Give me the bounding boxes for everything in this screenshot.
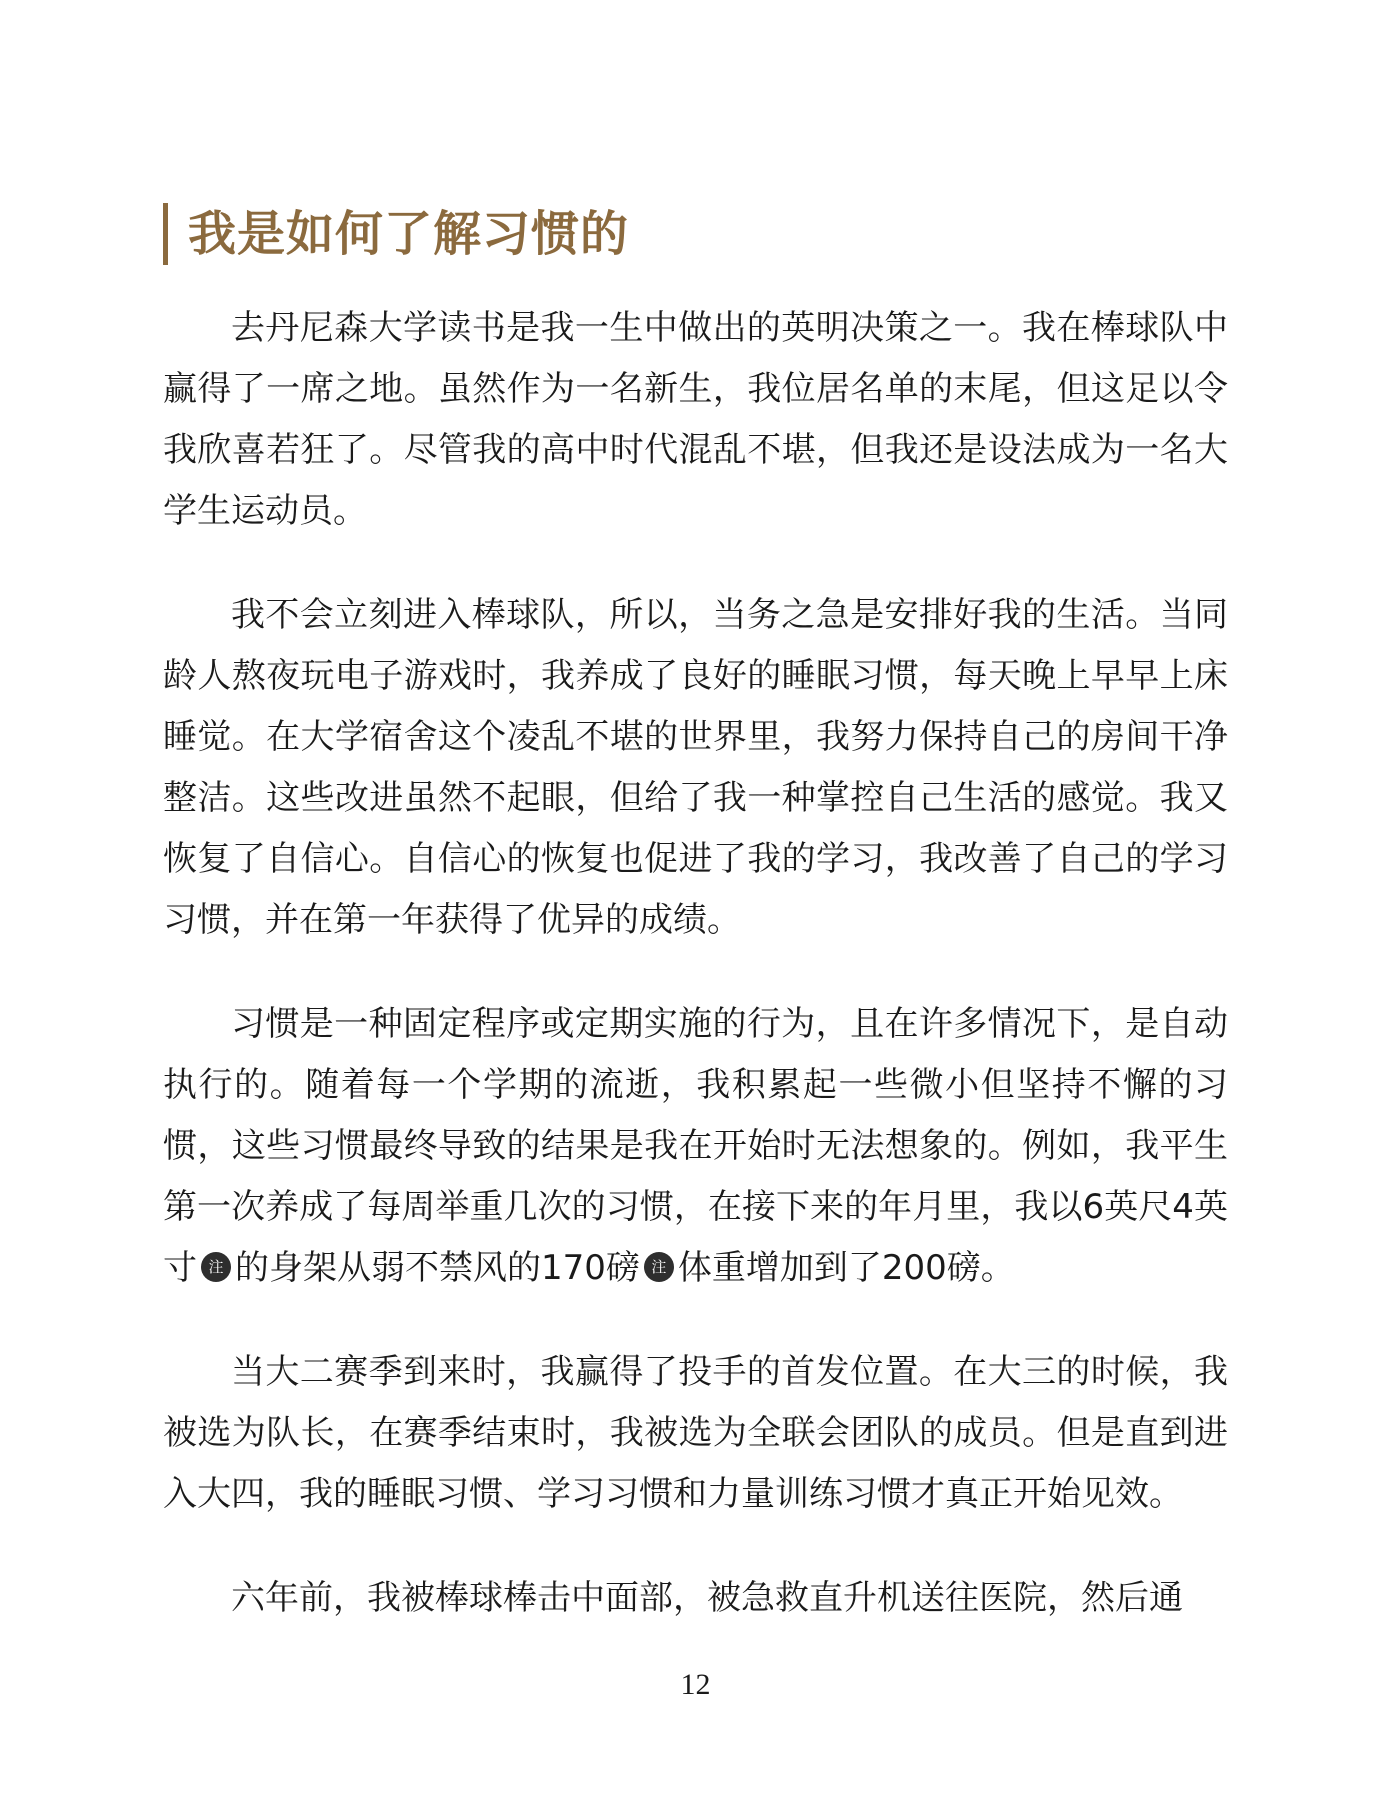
- section-heading: [163, 203, 629, 265]
- heading-accent-bar: [163, 203, 168, 265]
- footnote-marker-2[interactable]: 注: [644, 1252, 674, 1282]
- body-text: [163, 298, 1228, 1672]
- page-number: 12: [680, 1668, 711, 1701]
- paragraph-2: 我不会立刻进入棒球队，所以，当务之急是安排好我的生活。当同龄人熬夜玩电子游戏时，我养成了良好的睡眠习惯，每天晚上早早上床睡觉。在大学宿舍这个凌乱不堪的世界里，我努力保持自己的房间干净整洁。这些改进虽然不起眼，但给了我一种掌控自己生活的感觉。我又恢复了自信心。自信心的恢复也促进了我的学习，我改善了自己的学习习惯，并在第一年获得了优异的成绩。: [163, 595, 1228, 940]
- paragraph-5: 六年前，我被棒球棒击中面部，被急救直升机送往医院，然后通: [231, 1578, 1183, 1618]
- paragraph-3-part-1: 习惯是一种固定程序或定期实施的行为，且在许多情况下，是自动执行的。随着每一个学期的流逝，我积累起一些微小但坚持不懈的习惯，这些习惯最终导致的结果是我在开始时无法想象的。例如，我平生第一次养成了每周举重几次的习惯，在接下来的年月里，我以6英尺4英寸: [163, 1004, 1228, 1288]
- paragraph-4: 当大二赛季到来时，我赢得了投手的首发位置。在大三的时候，我被选为队长，在赛季结束时，我被选为全联会团队的成员。但是直到进入大四，我的睡眠习惯、学习习惯和力量训练习惯才真正开始见效。: [163, 1352, 1228, 1514]
- footnote-marker-1[interactable]: 注: [201, 1252, 231, 1282]
- paragraph-3: [163, 994, 1228, 1299]
- paragraph-3-part-3: 体重增加到了200磅。: [677, 1248, 1015, 1288]
- section-title: 我是如何了解习惯的: [188, 206, 630, 262]
- paragraph-1: 去丹尼森大学读书是我一生中做出的英明决策之一。我在棒球队中赢得了一席之地。虽然作为一名新生，我位居名单的末尾，但这足以令我欣喜若狂了。尽管我的高中时代混乱不堪，但我还是设法成为一名大学生运动员。: [163, 308, 1228, 531]
- paragraph-3-part-2: 的身架从弱不禁风的170磅: [235, 1248, 640, 1288]
